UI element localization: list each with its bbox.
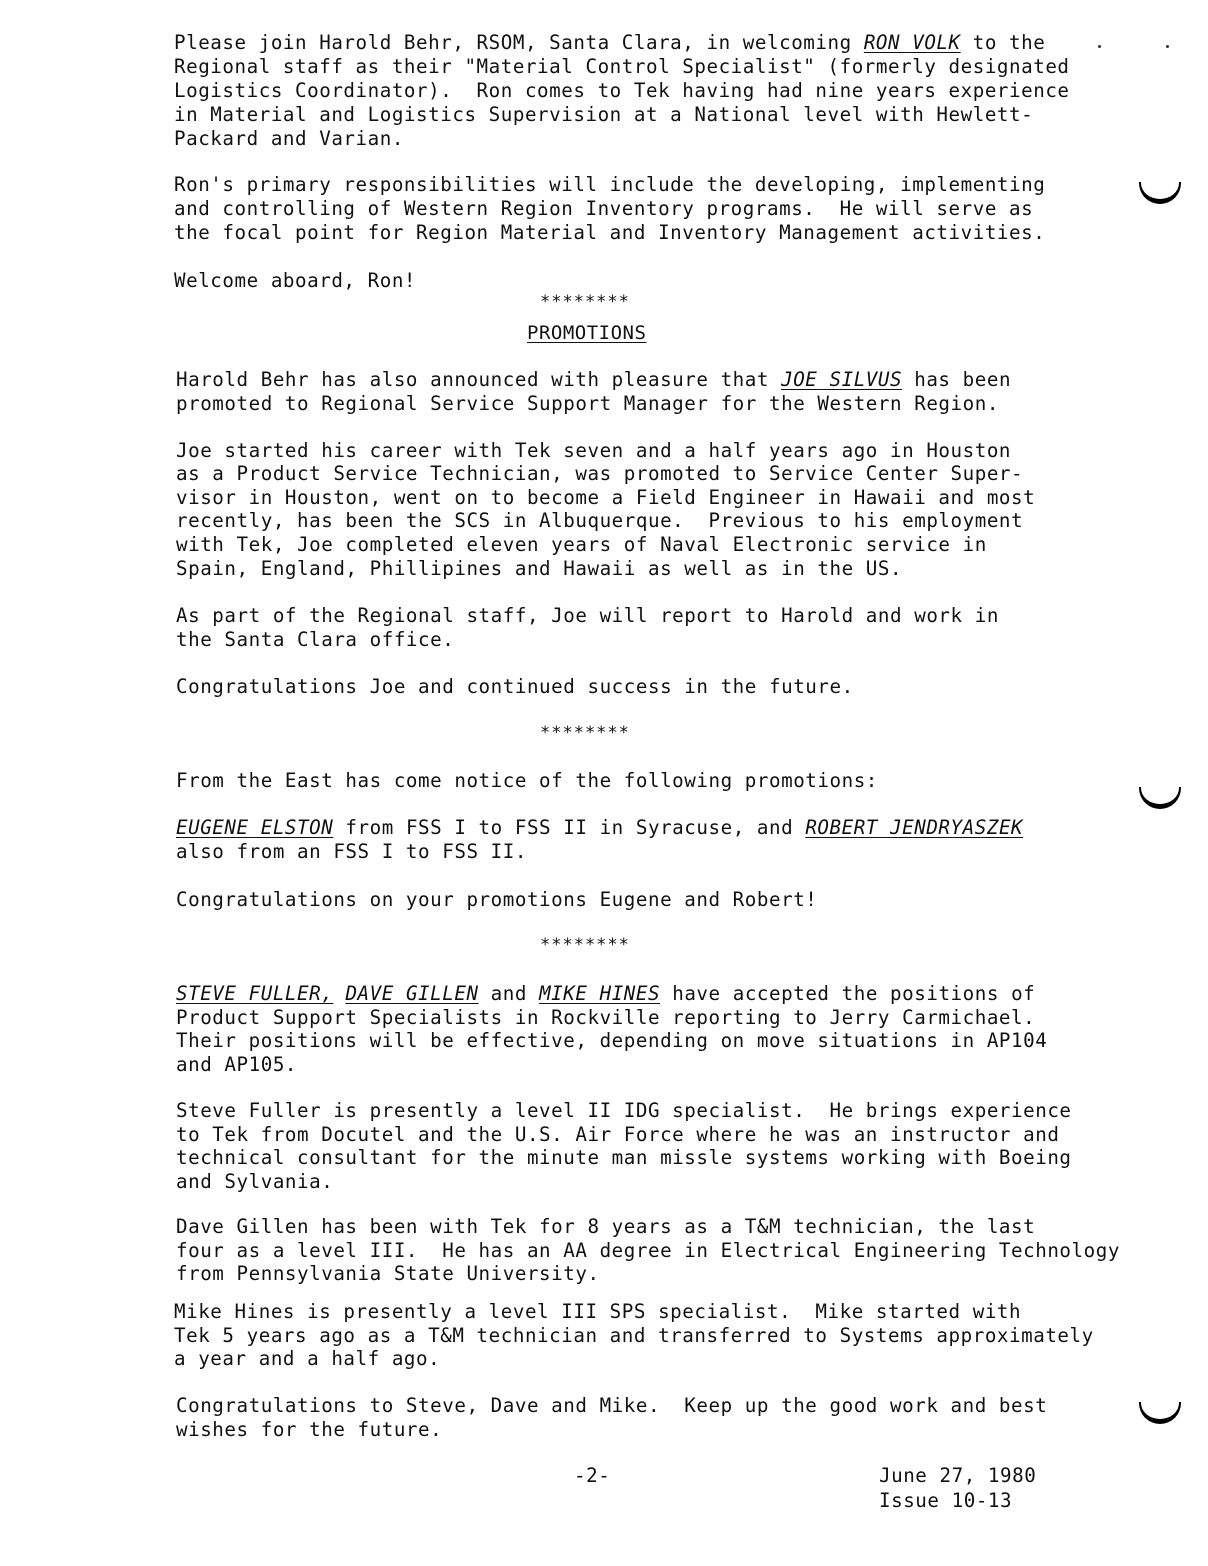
promo-line: as a Product Service Technician, was promoted to Service Center Super-	[176, 462, 1024, 485]
pss-line: Steve Fuller is presently a level II IDG specialist. He brings experience	[176, 1099, 1072, 1122]
name-eugene-elston: EUGENE ELSTON	[176, 816, 334, 839]
pss-line: wishes for the future.	[176, 1418, 443, 1441]
text: and	[478, 982, 540, 1005]
text: has been	[902, 368, 1012, 391]
binder-hole-mark	[1139, 787, 1181, 809]
name-robert-jendryaszek: ROBERT JENDRYASZEK	[805, 816, 1024, 839]
text: Please join Harold Behr, RSOM, Santa Clara, in welcoming	[174, 31, 864, 54]
welcome-closing: Welcome aboard, Ron!	[174, 269, 417, 292]
promo-line	[176, 368, 1011, 392]
pss-line	[176, 982, 1035, 1006]
name-ron-volk: RON VOLK	[863, 31, 961, 54]
section-heading: PROMOTIONS	[527, 322, 647, 344]
speck	[1098, 45, 1101, 48]
promo-line: with Tek, Joe completed eleven years of Naval Electronic service in	[176, 533, 987, 556]
pss-line: four as a level III. He has an AA degree in Electrical Engineering Technology	[176, 1239, 1120, 1262]
promo-line: the Santa Clara office.	[176, 628, 455, 651]
promo-line: promoted to Regional Service Support Manager for the Western Region.	[176, 392, 999, 415]
binder-hole-mark	[1139, 182, 1181, 204]
east-congrats: Congratulations on your promotions Eugene and Robert!	[176, 888, 818, 911]
promo-line: Joe started his career with Tek seven and a half years ago in Houston	[176, 439, 1012, 462]
name-steve-fuller: STEVE FULLER,	[176, 982, 334, 1005]
pss-line: Tek 5 years ago as a T&M technician and transferred to Systems approximately	[174, 1324, 1094, 1347]
promo-line: visor in Houston, went on to become a Field Engineer in Hawaii and most	[176, 486, 1036, 509]
promo-line: recently, has been the SCS in Albuquerque. Previous to his employment	[176, 509, 1024, 532]
welcome-line: in Material and Logistics Supervision at a National level with Hewlett-	[174, 103, 1034, 126]
separator: ********	[540, 292, 630, 312]
pss-line: Their positions will be effective, depending on move situations in AP104	[176, 1029, 1048, 1052]
issue-date: June 27, 1980	[879, 1464, 1037, 1487]
binder-hole-mark	[1139, 1402, 1181, 1424]
pss-line: and Sylvania.	[176, 1170, 334, 1193]
text: to the	[960, 31, 1046, 54]
welcome-line: Logistics Coordinator). Ron comes to Tek having had nine years experience	[174, 79, 1070, 102]
text: from FSS I to FSS II in Syracuse, and	[333, 816, 806, 839]
pss-line: Dave Gillen has been with Tek for 8 years as a T&M technician, the last	[176, 1215, 1036, 1238]
promo-line: As part of the Regional staff, Joe will report to Harold and work in	[176, 604, 999, 627]
separator: ********	[540, 935, 630, 955]
east-intro: From the East has come notice of the following promotions:	[176, 769, 878, 792]
promo-line: Spain, England, Phillipines and Hawaii as well as in the US.	[176, 557, 903, 580]
welcome-line: Regional staff as their "Material Control Specialist" (formerly designated	[174, 55, 1070, 78]
pss-line: from Pennsylvania State University.	[176, 1262, 600, 1285]
text: Harold Behr has also announced with pleasure that	[176, 368, 782, 391]
welcome-line: Ron's primary responsibilities will include the developing, implementing	[174, 173, 1046, 196]
issue-number: Issue 10-13	[879, 1489, 1013, 1512]
east-line	[176, 816, 1023, 840]
pss-line: Mike Hines is presently a level III SPS specialist. Mike started with	[174, 1300, 1022, 1323]
speck	[1166, 45, 1169, 48]
welcome-line	[174, 31, 1045, 55]
page-number: -2-	[574, 1464, 611, 1487]
separator: ********	[540, 723, 630, 743]
promo-congrats: Congratulations Joe and continued success in the future.	[176, 675, 854, 698]
pss-line: Congratulations to Steve, Dave and Mike. Keep up the good work and best	[176, 1394, 1048, 1417]
name-mike-hines: MIKE HINES	[539, 982, 661, 1005]
pss-line: Product Support Specialists in Rockville reporting to Jerry Carmichael.	[176, 1006, 1036, 1029]
name-dave-gillen: DAVE GILLEN	[345, 982, 479, 1005]
name-joe-silvus: JOE SILVUS	[781, 368, 903, 391]
pss-line: a year and a half ago.	[174, 1347, 441, 1370]
text	[333, 982, 345, 1005]
pss-line: to Tek from Docutel and the U.S. Air Force where he was an instructor and	[176, 1123, 1060, 1146]
welcome-line: and controlling of Western Region Inventory programs. He will serve as	[174, 197, 1034, 220]
east-line: also from an FSS I to FSS II.	[176, 840, 527, 863]
text: have accepted the positions of	[660, 982, 1036, 1005]
pss-line: and AP105.	[176, 1053, 298, 1076]
welcome-line: Packard and Varian.	[174, 127, 404, 150]
welcome-line: the focal point for Region Material and Inventory Management activities.	[174, 221, 1046, 244]
pss-line: technical consultant for the minute man missle systems working with Boeing	[176, 1146, 1072, 1169]
